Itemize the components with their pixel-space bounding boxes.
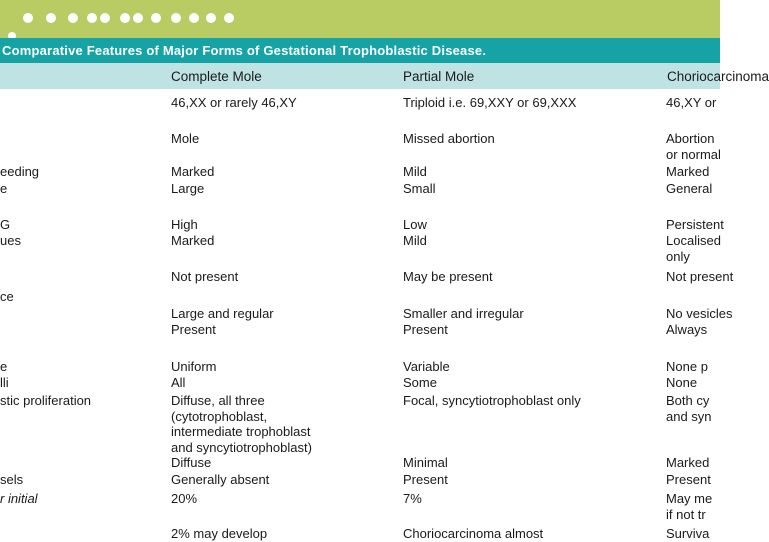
decorative-dot — [120, 13, 130, 23]
decorative-dot — [87, 13, 97, 23]
cell-partial-mole: Some — [403, 375, 437, 390]
cell-choriocarcinoma: Persistent — [666, 217, 724, 232]
cell-partial-mole: Variable — [403, 359, 450, 374]
decorative-dot — [68, 13, 78, 23]
decorative-dot — [46, 13, 56, 23]
cell-choriocarcinoma: Abortion or normal — [666, 131, 721, 162]
row-label: lli — [0, 375, 9, 390]
cell-choriocarcinoma: None p — [666, 359, 708, 374]
decorative-dot — [151, 13, 161, 23]
cell-choriocarcinoma: May me if not tr — [666, 491, 713, 522]
cell-partial-mole: 7% — [403, 491, 422, 506]
cell-partial-mole: Focal, syncytiotrophoblast only — [403, 393, 581, 408]
cell-complete-mole: All — [171, 375, 186, 390]
row-label: sels — [0, 472, 24, 487]
cell-choriocarcinoma: None — [666, 375, 698, 390]
row-label: G — [0, 217, 11, 232]
cell-complete-mole: 2% may develop — [171, 526, 268, 541]
cell-choriocarcinoma: Both cy and syn — [666, 393, 712, 424]
row-label: r initial — [0, 491, 38, 506]
cell-complete-mole: Mole — [171, 131, 200, 146]
row-label: e — [0, 181, 8, 196]
cell-complete-mole: Large and regular — [171, 306, 274, 321]
cell-partial-mole: Missed abortion — [403, 131, 495, 146]
cell-complete-mole: 46,XX or rarely 46,XY — [171, 95, 297, 110]
cell-choriocarcinoma: Always — [666, 322, 708, 337]
cell-choriocarcinoma: Localised only — [666, 233, 721, 264]
cell-choriocarcinoma: Surviva — [666, 526, 710, 541]
cell-partial-mole: Mild — [403, 233, 427, 248]
cell-choriocarcinoma: Not present — [666, 269, 734, 284]
cell-partial-mole: Triploid i.e. 69,XXY or 69,XXX — [403, 95, 577, 110]
cell-choriocarcinoma: Present — [666, 472, 711, 487]
column-header-partial-mole: Partial Mole — [403, 69, 475, 84]
cell-partial-mole: Present — [403, 322, 448, 337]
row-label: stic proliferation — [0, 393, 92, 408]
top-decorative-band — [0, 0, 720, 38]
cell-partial-mole: Present — [403, 472, 448, 487]
decorative-dot — [224, 13, 234, 23]
cell-choriocarcinoma: No vesicles — [666, 306, 733, 321]
cell-complete-mole: Large — [171, 181, 205, 196]
cell-choriocarcinoma: Marked — [666, 164, 710, 179]
cell-complete-mole: 20% — [171, 491, 198, 506]
row-label: eeding — [0, 164, 40, 179]
cell-complete-mole: Not present — [171, 269, 239, 284]
decorative-dot — [171, 13, 181, 23]
column-header-choriocarcinoma: Choriocarcinoma — [667, 69, 769, 84]
cell-choriocarcinoma: General — [666, 181, 713, 196]
cell-complete-mole: Marked — [171, 164, 215, 179]
column-header-bar — [0, 63, 720, 89]
cell-complete-mole: Generally absent — [171, 472, 270, 487]
table-title: Comparative Features of Major Forms of Gestational Trophoblastic Disease. — [2, 43, 487, 58]
row-label: e — [0, 359, 8, 374]
cell-complete-mole: Uniform — [171, 359, 217, 374]
cell-partial-mole: Low — [403, 217, 427, 232]
cell-choriocarcinoma: Marked — [666, 455, 710, 470]
cell-choriocarcinoma: 46,XY or — [666, 95, 717, 110]
column-header-complete-mole: Complete Mole — [171, 69, 262, 84]
cell-complete-mole: Diffuse — [171, 455, 212, 470]
decorative-dot — [100, 13, 110, 23]
row-label: ce — [0, 289, 14, 304]
decorative-dot — [206, 13, 216, 23]
cell-complete-mole: Diffuse, all three (cytotrophoblast, intermediate trophoblast and syncytiotrophoblast) — [171, 393, 312, 455]
decorative-dot — [23, 13, 33, 23]
decorative-dot — [133, 13, 143, 23]
cell-partial-mole: Choriocarcinoma almost — [403, 526, 544, 541]
cell-partial-mole: May be present — [403, 269, 493, 284]
cell-complete-mole: Present — [171, 322, 216, 337]
cell-partial-mole: Smaller and irregular — [403, 306, 524, 321]
cell-partial-mole: Mild — [403, 164, 427, 179]
cell-complete-mole: Marked — [171, 233, 215, 248]
cell-complete-mole: High — [171, 217, 198, 232]
cell-partial-mole: Minimal — [403, 455, 448, 470]
cell-partial-mole: Small — [403, 181, 436, 196]
row-label: ues — [0, 233, 21, 248]
decorative-dot — [189, 13, 199, 23]
